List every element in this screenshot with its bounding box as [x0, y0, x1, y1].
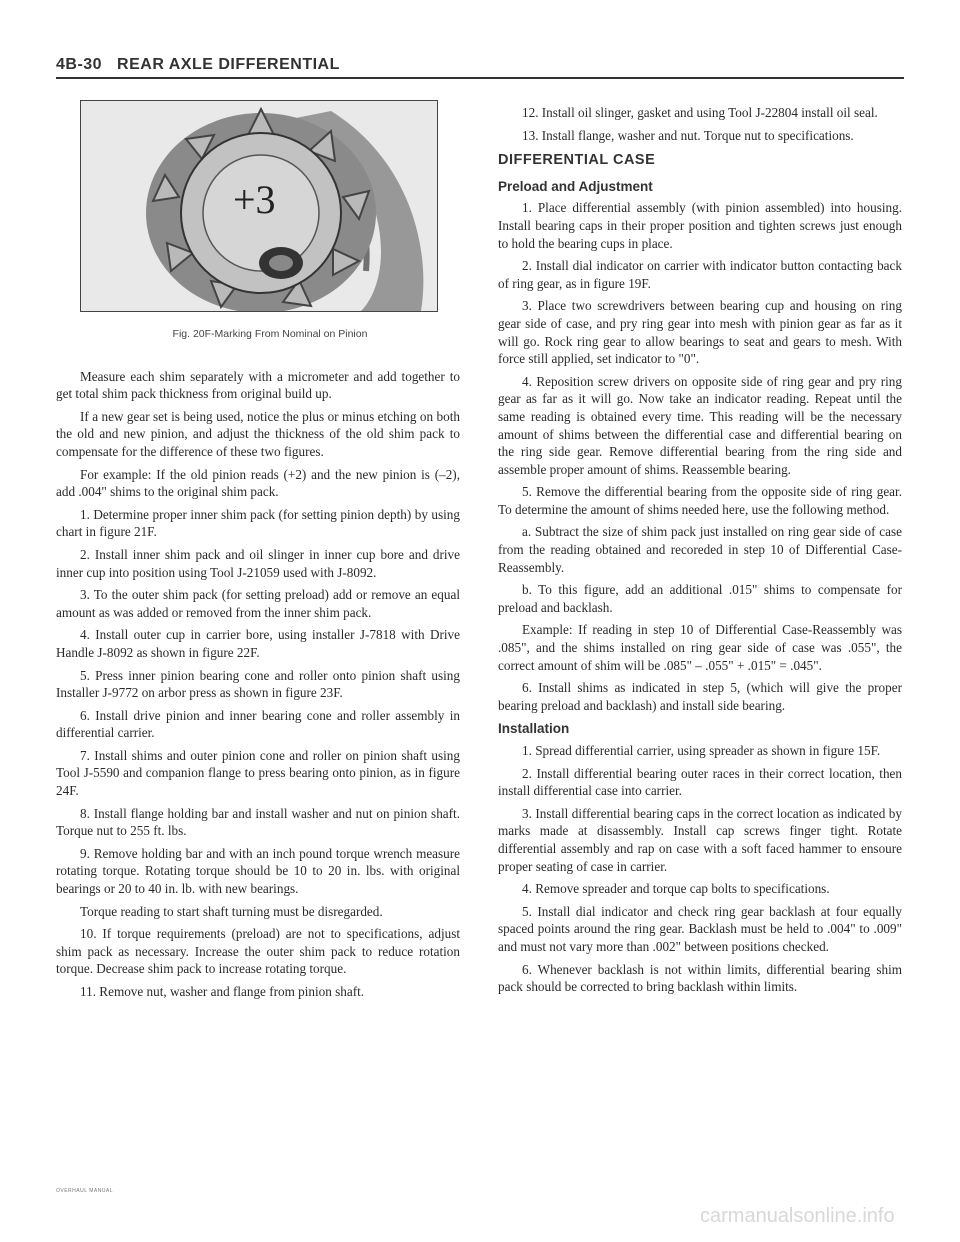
paragraph: 7. Install shims and outer pinion cone and roller on pinion shaft using Tool J-5590 and companion flange to press bearing onto pinion, as in figure 24F. [56, 747, 460, 799]
right-column [498, 104, 902, 1001]
paragraph: 12. Install oil slinger, gasket and using Tool J-22804 install oil seal. [522, 105, 878, 120]
page-header [56, 56, 904, 79]
paragraph: 10. If torque requirements (preload) are not to specifications, adjust shim pack as necessary. Increase the outer shim pack to reduce rotation torque. Decrease shim pack to increase rotating torque. [56, 926, 460, 977]
section-title: DIFFERENTIAL CASE [498, 152, 656, 169]
right-intro-paragraphs [498, 104, 902, 144]
paragraph: If a new gear set is being used, notice the plus or minus etching on both the old and new pinion, and adjust the thickness of the old shim pack to compensate for the difference of these two figures. [56, 408, 460, 459]
paragraph: 3. Install differential bearing caps in the correct location as indicated by marks made at disassembly. Install cap screws finger tight. Rotate differential assembly and rap on case with a soft faced hammer to ensoure proper seating of case in carrier. [498, 805, 902, 874]
page-number: 4B-30 [56, 56, 103, 73]
preload-subtitle: Preload and Adjustment [498, 178, 653, 194]
paragraph: 5. Remove the differential bearing from the opposite side of ring gear. To determine the amount of shims needed here, use the following method. [498, 484, 902, 517]
left-column [56, 100, 460, 1006]
paragraph: 6. Whenever backlash is not within limits, differential bearing shim pack should be corrected to bring backlash within limits. [498, 961, 902, 995]
paragraph: Measure each shim separately with a micrometer and add together to get total shim pack thickness from original build up. [56, 368, 460, 402]
paragraph: 5. Install dial indicator and check ring gear backlash at four equally spaced points around the ring gear. Backlash must be held to .004" to .009" and must not vary more than .002" between positions checked. [498, 903, 902, 954]
paragraph: a. Subtract the size of shim pack just installed on ring gear side of case from the reading obtained and recoreded in step 10 of Differential Case-Reassembly. [498, 524, 902, 575]
paragraph: 1. Spread differential carrier, using spreader as shown in figure 15F. [522, 743, 881, 758]
watermark: carmanualsonline.info [700, 1205, 895, 1227]
paragraph: Example: If reading in step 10 of Differential Case-Reassembly was .085", and the shims installed on ring gear side of case was .055", the correct amount of shim will be .085" – .055" + .015" = .045". [498, 622, 902, 673]
paragraph: 1. Determine proper inner shim pack (for setting pinion depth) by using chart in figure 21F. [56, 506, 460, 540]
paragraph: 9. Remove holding bar and with an inch pound torque wrench measure rotating torque. Rotating torque should be 10 to 20 in. lbs. with original bearings or 20 to 40 in. lb. with new bearings. [56, 845, 460, 897]
left-paragraphs [56, 368, 460, 1001]
pinion-gear-illustration [81, 101, 437, 311]
paragraph: b. To this figure, add an additional .015" shims to compensate for preload and backlash. [498, 582, 902, 615]
paragraph: 11. Remove nut, washer and flange from pinion shaft. [80, 984, 365, 999]
preload-paragraphs [498, 199, 902, 714]
paragraph: 13. Install flange, washer and nut. Torque nut to specifications. [522, 127, 854, 143]
figure-caption: Fig. 20F-Marking From Nominal on Pinion [172, 328, 368, 340]
page-title: REAR AXLE DIFFERENTIAL [117, 56, 340, 73]
paragraph: 4. Install outer cup in carrier bore, using installer J-7818 with Drive Handle J-8092 as shown in figure 22F. [56, 627, 460, 660]
paragraph: Torque reading to start shaft turning must be disregarded. [80, 903, 383, 919]
manual-footer: OVERHAUL MANUAL [56, 1188, 114, 1194]
paragraph: 3. To the outer shim pack (for setting preload) add or remove an equal amount as was added or removed from the inner shim pack. [56, 587, 460, 620]
installation-subtitle: Installation [498, 721, 570, 737]
paragraph: For example: If the old pinion reads (+2) and the new pinion is (–2), add .004" shims to the original shim pack. [56, 466, 460, 500]
paragraph: 3. Place two screwdrivers between bearing cup and housing on ring gear side of case, and pry ring gear into mesh with pinion gear as far as it will go. Rock ring gear to allow bearings to seat and gears to mesh. With force still applied, set indicator to "0". [498, 298, 902, 367]
paragraph: 4. Remove spreader and torque cap bolts to specifications. [522, 881, 830, 897]
paragraph: 2. Install differential bearing outer races in their correct location, then install differential case into carrier. [498, 765, 902, 799]
paragraph: 2. Install dial indicator on carrier with indicator button contacting back of ring gear, as in figure 19F. [498, 258, 902, 291]
paragraph: 6. Install drive pinion and inner bearing cone and roller assembly in differential carrier. [56, 707, 460, 741]
paragraph: 2. Install inner shim pack and oil slinger in inner cup bore and drive inner cup into position using Tool J-21059 used with J-8092. [56, 546, 460, 580]
paragraph: 5. Press inner pinion bearing cone and roller onto pinion shaft using Installer J-9772 on arbor press as shown in figure 23F. [56, 667, 460, 701]
paragraph: 8. Install flange holding bar and install washer and nut on pinion shaft. Torque nut to 255 ft. lbs. [56, 805, 460, 839]
marking-text: +3 [233, 177, 276, 222]
installation-paragraphs [498, 742, 902, 996]
paragraph: 4. Reposition screw drivers on opposite side of ring gear and pry ring gear as far as it will go. Now take an indicator reading. Repeat until the same reading is obtained every time. This reading will be the necessary amount of shims between the differential case and differential bearing on the ring side gear. Remove differential bearing from the ring side and assemble proper amount of shims. Reassemble bearing. [498, 373, 902, 477]
paragraph: 6. Install shims as indicated in step 5, (which will give the proper bearing preload and backlash) and install side bearing. [498, 680, 902, 713]
paragraph: 1. Place differential assembly (with pinion assembled) into housing. Install bearing caps in their proper position and tighten screws just enough to hold the bearing cups in place. [498, 200, 902, 251]
pinion-photo [80, 100, 438, 312]
